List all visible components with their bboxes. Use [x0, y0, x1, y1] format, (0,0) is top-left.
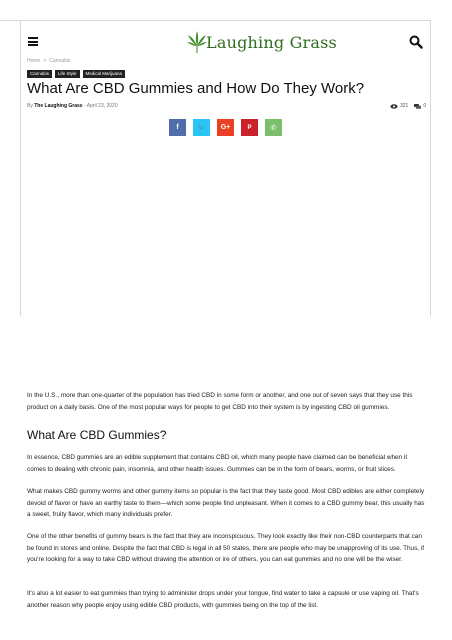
share-buttons — [169, 119, 282, 136]
views-count: 321 — [400, 103, 409, 109]
page-frame-right — [430, 20, 431, 316]
site-logo[interactable] — [186, 28, 337, 56]
author-link[interactable]: The Laughing Grass — [34, 103, 83, 109]
pinterest-icon: P — [247, 124, 252, 131]
paragraph-intro: In the U.S., more than one-quarter of the population has tried CBD in some form or another, and one out of seven says that they use this product on a daily basis. One of the most popular ways for people to get CBD into their system is by ingesting CBD oil gummies. — [27, 392, 413, 411]
share-whatsapp-button[interactable] — [265, 119, 282, 136]
publish-date: April 23, 2020 — [86, 103, 118, 109]
page-frame-top — [0, 20, 430, 21]
meta-dash: - — [83, 103, 86, 109]
page-frame-left — [20, 20, 21, 316]
facebook-icon: f — [176, 124, 179, 131]
section-heading: What Are CBD Gummies? — [27, 428, 167, 442]
share-google-plus-button[interactable] — [217, 119, 234, 136]
share-facebook-button[interactable] — [169, 119, 186, 136]
breadcrumb-home-link[interactable]: Home — [27, 58, 41, 64]
site-header — [20, 24, 430, 60]
site-logo-text: Laughing Grass — [206, 32, 337, 52]
share-pinterest-button[interactable] — [241, 119, 258, 136]
share-twitter-button[interactable] — [193, 119, 210, 136]
whatsapp-icon: ✆ — [270, 124, 277, 132]
article-title: What Are CBD Gummies and How Do They Work? — [27, 80, 365, 97]
article-meta — [27, 103, 118, 109]
category-tags — [27, 70, 125, 78]
comments-stat[interactable] — [414, 103, 426, 109]
tag-medical-marijuana[interactable]: Medical Marijuana — [83, 70, 126, 78]
by-label: By — [27, 103, 33, 109]
google-plus-icon: G+ — [220, 124, 231, 131]
twitter-icon: 🐦 — [197, 125, 206, 131]
breadcrumb-category-link[interactable]: Cannabis — [49, 58, 71, 64]
comment-icon — [414, 104, 421, 109]
comments-count: 0 — [423, 103, 427, 109]
eye-icon — [390, 104, 398, 109]
tag-life-style[interactable]: Life Style — [55, 70, 80, 78]
hamburger-menu-icon[interactable] — [28, 37, 38, 46]
search-icon[interactable] — [409, 35, 423, 49]
paragraph-definition: In essence, CBD gummies are an edible supplement that contains CBD oil, which many people have claimed can be beneficial when it comes to dealing with chronic pain, insomnia, and other health issues. Gummies can be in the form of bears, worms, or fruit slices. — [27, 454, 408, 473]
tag-cannabis[interactable]: Cannabis — [27, 70, 52, 78]
breadcrumb — [27, 58, 70, 64]
cannabis-leaf-icon — [186, 29, 208, 55]
paragraph-inconspicuous: One of the other benefits of gummy bears is the fact that they are inconspicuous. They look exactly like their non-CBD counterparts that can be found in stores and online. Despite the fact that CBD is legal in all 50 states, there are people who may be unapproving of its use. Thus, if you're looking for a way to take CBD without drawing the attention or ire of others, you can eat gummies and no one will be the wiser. — [27, 533, 425, 563]
paragraph-taste: What makes CBD gummy worms and other gummy items so popular is the fact that they taste good. Most CBD edibles are either completely devoid of flavor or have an earthy taste to them—which some people find unpleasant. When it comes to a CBD gummy bear, this usually has a sweet, fruity flavor, which many individuals prefer. — [27, 488, 425, 518]
views-stat — [390, 103, 408, 109]
breadcrumb-separator: > — [43, 58, 47, 64]
paragraph-ease: It's also a lot easier to eat gummies than trying to administer drops under your tongue, find water to take a capsule or use vaping oil. That's another reason why people enjoy using edible CBD products, with gummies being on the top of the list. — [27, 590, 419, 609]
article-stats — [390, 103, 426, 109]
